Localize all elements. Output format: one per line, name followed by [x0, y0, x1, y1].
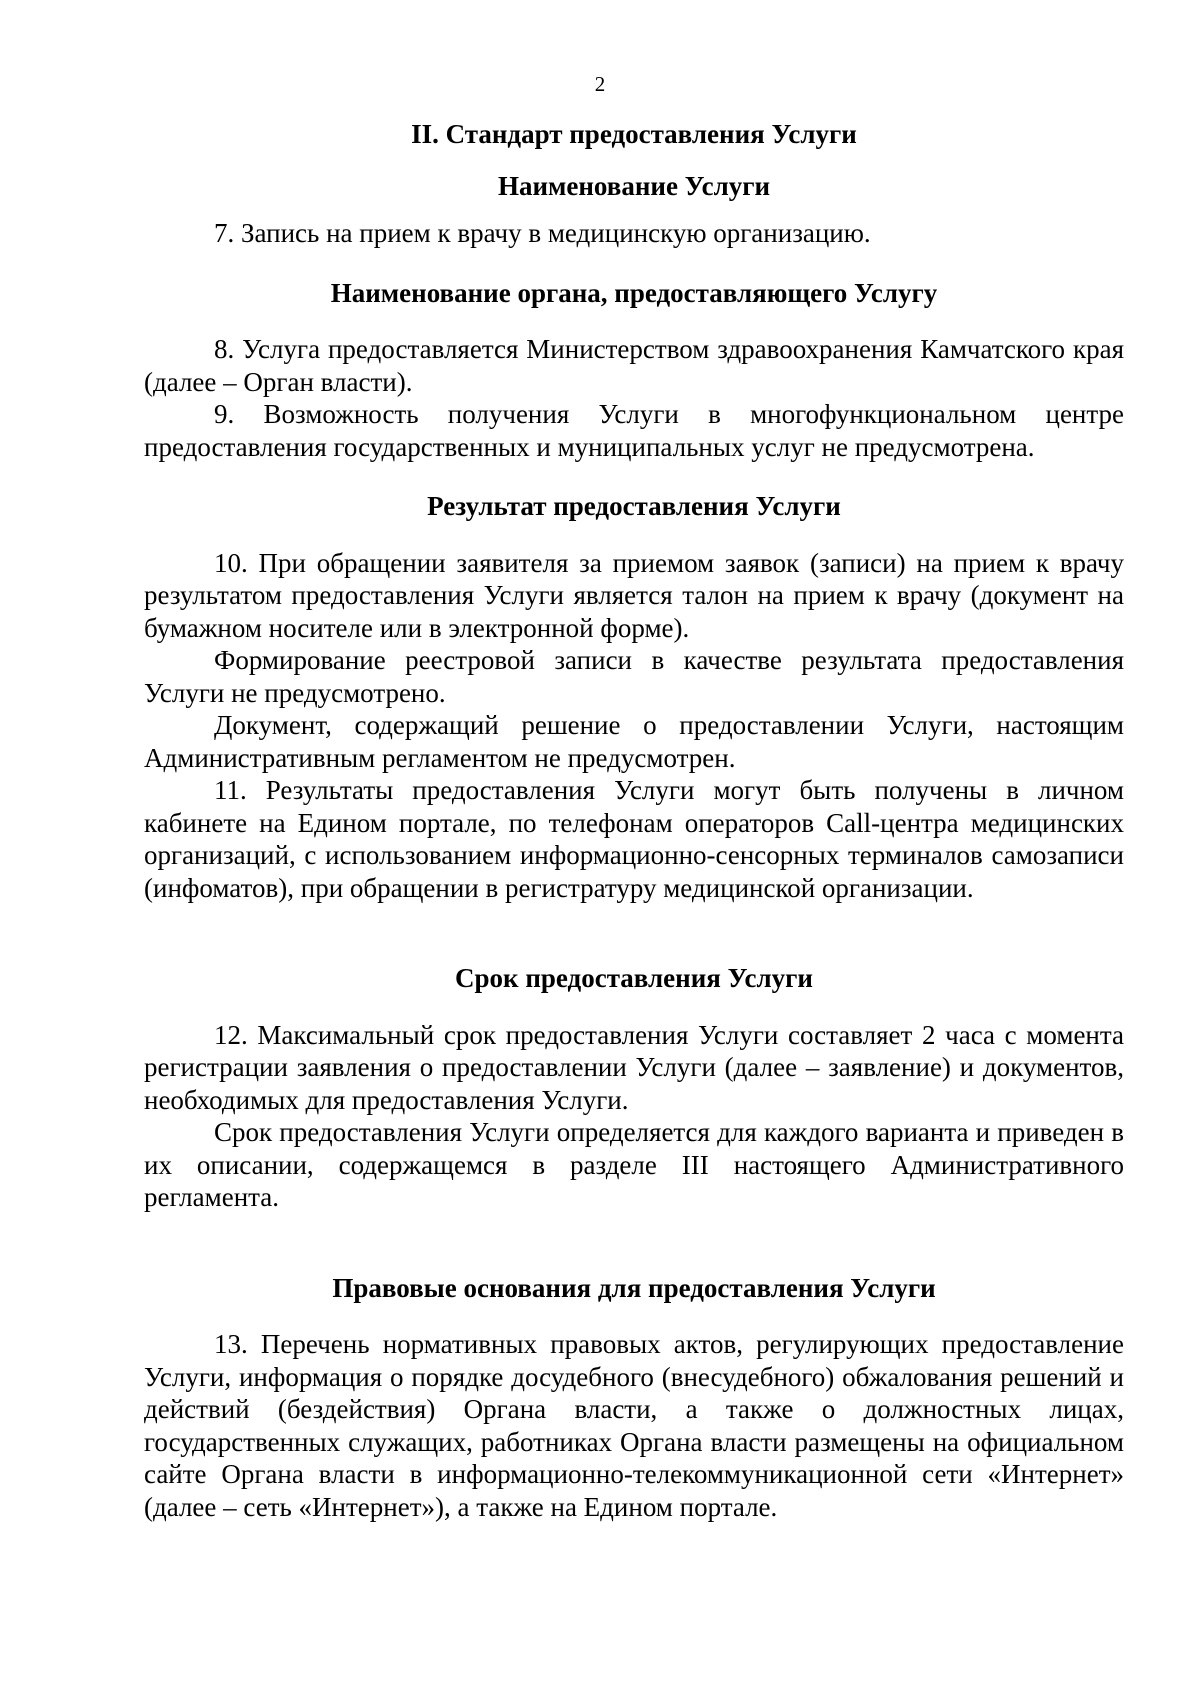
heading-legal-basis: Правовые основания для предоставления Услуги — [332, 1272, 936, 1303]
paragraph-registry-record: Формирование реестровой записи в качестве результата предоставления Услуги не предусмотрено. — [144, 645, 1124, 708]
page-number: 2 — [594, 72, 606, 96]
paragraph-11: 11. Результаты предоставления Услуги могут быть получены в личном кабинете на Едином портале, по телефонам операторов Call-центра медицинских организаций, с использованием информационно-сенсорных терминалов самозаписи (инфоматов), при обращении в регистратуру медицинской организации. — [144, 775, 1124, 903]
paragraph-7: 7. Запись на прием к врачу в медицинскую организацию. — [214, 218, 871, 248]
paragraph-9: 9. Возможность получения Услуги в многофункциональном центре предоставления государственных и муниципальных услуг не предусмотрена. — [144, 399, 1124, 462]
document-body — [144, 118, 1124, 1523]
paragraph-8: 8. Услуга предоставляется Министерством здравоохранения Камчатского края (далее – Орган власти). — [144, 334, 1124, 397]
paragraph-decision-document: Документ, содержащий решение о предоставлении Услуги, настоящим Административным регламентом не предусмотрен. — [144, 710, 1124, 773]
section-title: II. Стандарт предоставления Услуги — [411, 119, 857, 149]
paragraph-12: 12. Максимальный срок предоставления Услуги составляет 2 часа с момента регистрации заявления о предоставлении Услуги (далее – заявление) и документов, необходимых для предоставления Услуги. — [144, 1019, 1124, 1115]
paragraph-13: 13. Перечень нормативных правовых актов, регулирующих предоставление Услуги, информация о порядке досудебного (внесудебного) обжалования решений и действий (бездействия) Органа власти, а также о должностных лицах, государственных служащих, работниках Органа власти размещены на официальном сайте Органа власти в информационно-телекоммуникационной сети «Интернет» (далее – сеть «Интернет»), а также на Едином портале. — [144, 1329, 1124, 1522]
heading-service-result: Результат предоставления Услуги — [427, 491, 841, 521]
paragraph-10: 10. При обращении заявителя за приемом заявок (записи) на прием к врачу результатом предоставления Услуги является талон на прием к врачу (документ на бумажном носителе или в электронной форме). — [144, 547, 1124, 643]
heading-service-term: Срок предоставления Услуги — [455, 963, 813, 993]
heading-service-name: Наименование Услуги — [497, 170, 771, 201]
heading-providing-organ: Наименование органа, предоставляющего Услугу — [330, 277, 938, 308]
paragraph-term-variant: Срок предоставления Услуги определяется для каждого варианта и приведен в их описании, содержащемся в разделе III настоящего Административного регламента. — [144, 1117, 1124, 1212]
